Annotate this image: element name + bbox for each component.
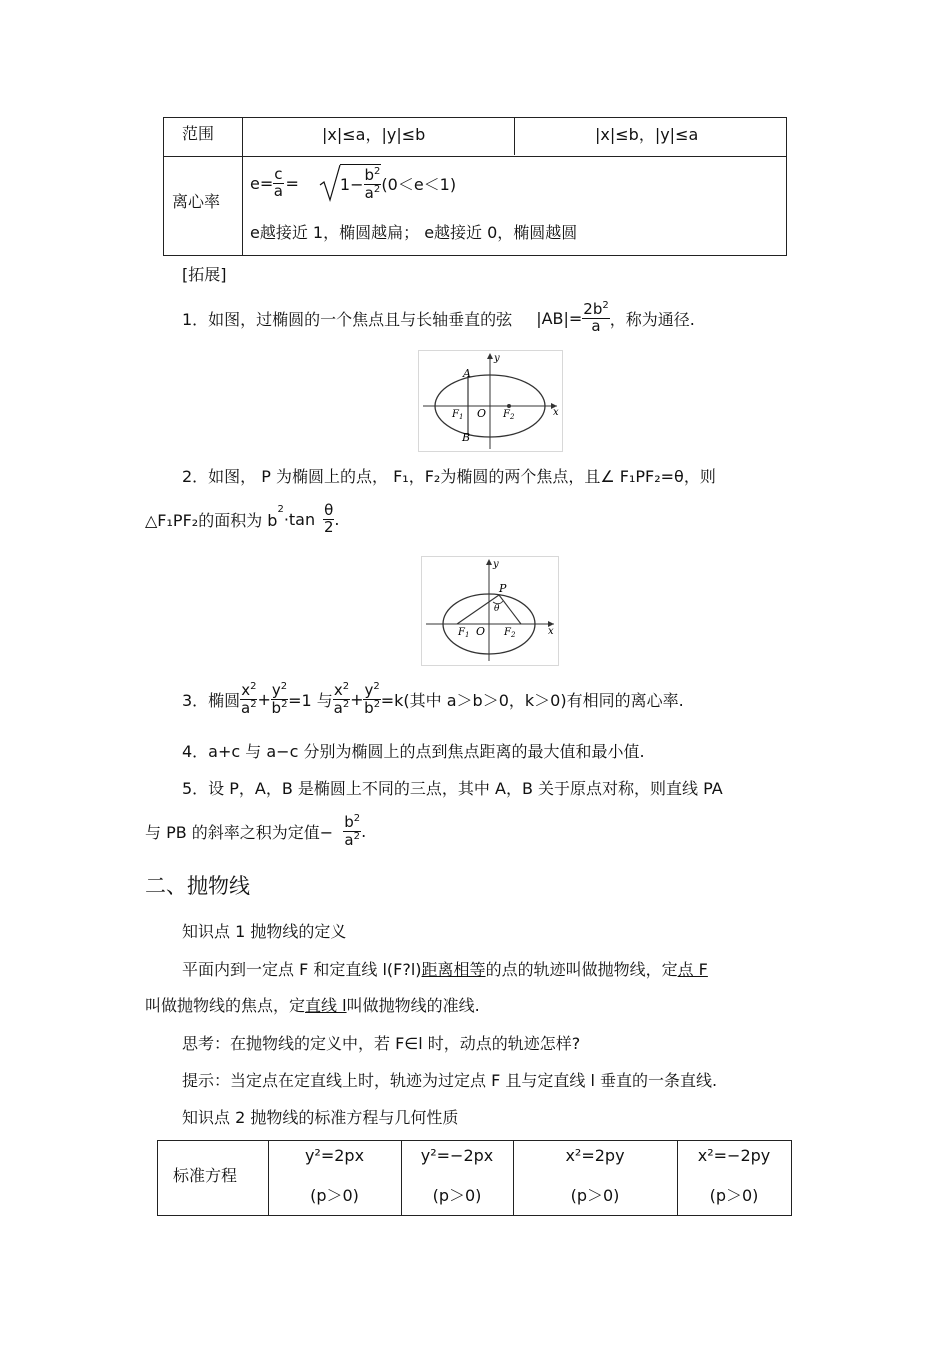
item2-tan: ·tan — [283, 509, 316, 529]
item3-y-2: y — [364, 680, 374, 699]
condition-3: (p＞0) — [570, 1186, 620, 1205]
item5-b: b — [344, 812, 354, 831]
extension-item-2-line2: △F₁PF₂的面积为 b $^2$ ·tan $\frac{\theta}{2}$ . — [145, 500, 340, 536]
ecc-a-den: a — [364, 184, 374, 202]
standard-equation-label: 标准方程 — [173, 1166, 238, 1185]
extension-heading: [拓展] — [182, 265, 227, 284]
item2-dot: . — [334, 509, 340, 529]
item5-text: 与 PB 的斜率之积为定值− — [145, 822, 334, 842]
kp1-p2b: 叫做抛物线的准线. — [346, 996, 480, 1015]
fraction-b2-over-a2: $\frac{b^2}{a^2}$ — [364, 166, 381, 202]
focus-f1-label: $F_1$ — [458, 627, 470, 639]
item2-theta: θ — [324, 500, 334, 519]
item1-den: a — [591, 317, 601, 335]
sqrt-sign-icon — [319, 163, 341, 203]
think-question: 思考：在抛物线的定义中，若 F∈l 时，动点的轨迹怎样? — [182, 1034, 581, 1053]
kp1-p1: 平面内到一定点 F 和定直线 l(F?l) — [182, 960, 422, 979]
ecc-a: a — [273, 181, 283, 200]
fraction-y2-over-b2-k: $\frac{y^2}{b^2}$ — [364, 680, 381, 717]
eccentricity-description: e越接近 1，椭圆越扁； e越接近 0，椭圆越圆 — [250, 223, 578, 242]
item3-plus: + — [257, 689, 271, 709]
kp1-underline-equal-distance: 距离相等 — [421, 960, 486, 979]
x-axis-label: x — [553, 407, 559, 418]
extension-item-5-line2 — [145, 808, 366, 854]
focus-f2-label: $F_2$ — [503, 409, 515, 421]
fraction-x2-over-a2-k: $\frac{x^2}{a^2}$ — [333, 680, 350, 717]
item3-b-2: b — [364, 698, 374, 717]
item1-num: 2b — [583, 300, 603, 319]
item3-plus-2: + — [350, 689, 364, 709]
range-horizontal: |x|≤a，|y|≤b — [322, 125, 426, 144]
item3-a-2: a — [333, 698, 343, 717]
extension-item-5-line1: 5．设 P，A，B 是椭圆上不同的三点，其中 A，B 关于原点对称，则直线 PA — [182, 779, 723, 798]
origin-label: O — [476, 625, 486, 638]
ecc-c: c — [274, 164, 283, 183]
kp1-underline-point-f: 点 F — [677, 960, 708, 979]
ellipse-focal-triangle-figure — [421, 556, 559, 666]
fraction-2b2-over-a: $\frac{2b^2}{a}$ — [583, 300, 609, 335]
item3-x-2: x — [333, 680, 343, 699]
fraction-x2-over-a2: $\frac{x^2}{a^2}$ — [241, 680, 257, 717]
y-axis-label: y — [493, 559, 499, 570]
y-axis-label: y — [494, 353, 500, 364]
fraction-c-over-a — [273, 164, 283, 200]
x-axis-label: x — [548, 626, 554, 637]
extension-item-2-line1: 2．如图， P 为椭圆上的点， F₁，F₂为椭圆的两个焦点，且∠ F₁PF₂=θ，则 — [182, 467, 716, 486]
sqrt-radicand — [340, 164, 382, 202]
extension-item-4: 4．a+c 与 a−c 分别为椭圆上的点到焦点距离的最大值和最小值. — [182, 742, 645, 761]
extension-item-3 — [182, 676, 684, 722]
fraction-theta-over-2 — [323, 500, 334, 536]
range-vertical: |x|≤b，|y|≤a — [595, 125, 699, 144]
item1-post: ，称为通径. — [609, 309, 695, 329]
ecc-b: b — [364, 166, 375, 185]
item3-b: b — [271, 698, 282, 717]
item3-eqk: =k(其中 a＞b＞0，k＞0)有相同的离心率. — [380, 690, 684, 710]
condition-2: (p＞0) — [432, 1186, 482, 1205]
point-p-label: P — [499, 582, 507, 595]
item3-y: y — [271, 680, 281, 699]
item3-eq1: =1 与 — [288, 690, 333, 710]
extension-item-1 — [182, 295, 695, 341]
ecc-range: (0＜e＜1) — [381, 174, 457, 194]
equation-2: y²=−2px — [420, 1146, 494, 1165]
section-heading-parabola: 二、抛物线 — [145, 874, 250, 898]
ecc-eq: = — [285, 173, 299, 193]
eccentricity-label: 离心率 — [172, 192, 221, 211]
focus-f1-label: $F_1$ — [452, 409, 464, 421]
eccentricity-formula — [250, 160, 456, 206]
equation-col-1 — [268, 1146, 401, 1206]
equation-4: x²=−2py — [697, 1146, 771, 1165]
parabola-definition-line2 — [145, 993, 480, 1016]
origin-label: O — [477, 407, 487, 420]
ecc-e: e= — [250, 173, 274, 193]
ellipse-latus-rectum-figure — [418, 350, 563, 452]
condition-1: (p＞0) — [310, 1186, 359, 1205]
equation-1: y²=2px — [304, 1146, 365, 1165]
point-a-label: A — [463, 367, 471, 380]
kp1-underline-line-l: 直线 l — [305, 996, 347, 1015]
kp1-p1b: 的点的轨迹叫做抛物线，定 — [485, 960, 678, 979]
range-label: 范围 — [182, 124, 215, 143]
knowledge-point-1-title: 知识点 1 抛物线的定义 — [182, 922, 347, 941]
item1-ab: |AB|= — [536, 308, 583, 328]
hint-answer: 提示：当定点在定直线上时，轨迹为过定点 F 且与定直线 l 垂直的一条直线. — [182, 1071, 718, 1090]
item2-text: △F₁PF₂的面积为 b — [145, 510, 278, 530]
kp1-p2a: 叫做抛物线的焦点，定 — [145, 996, 306, 1015]
item2-two: 2 — [323, 517, 334, 536]
parabola-definition-line1 — [182, 957, 708, 980]
focus-f2-label: $F_2$ — [504, 627, 516, 639]
item1-text: 1．如图，过椭圆的一个焦点且与长轴垂直的弦 — [182, 309, 513, 329]
item3-a: a — [241, 698, 251, 717]
fraction-y2-over-b2: $\frac{y^2}{b^2}$ — [271, 680, 288, 717]
item5-dot: . — [361, 821, 367, 841]
equation-col-3 — [513, 1146, 677, 1206]
one-minus: 1− — [339, 175, 364, 194]
point-b-label: B — [462, 431, 471, 444]
equation-3: x²=2py — [565, 1146, 625, 1165]
condition-4: (p＞0) — [709, 1186, 759, 1205]
item5-a: a — [344, 830, 354, 849]
equation-col-4 — [677, 1146, 791, 1206]
equation-col-2 — [401, 1146, 513, 1206]
item3-text: 3．椭圆 — [182, 690, 241, 710]
item3-x: x — [241, 680, 251, 699]
knowledge-point-2-title: 知识点 2 抛物线的标准方程与几何性质 — [182, 1108, 459, 1127]
fraction-b2-over-a2-slope: $\frac{b^2}{a^2}$ — [344, 812, 361, 849]
angle-theta-label: θ — [494, 604, 500, 614]
